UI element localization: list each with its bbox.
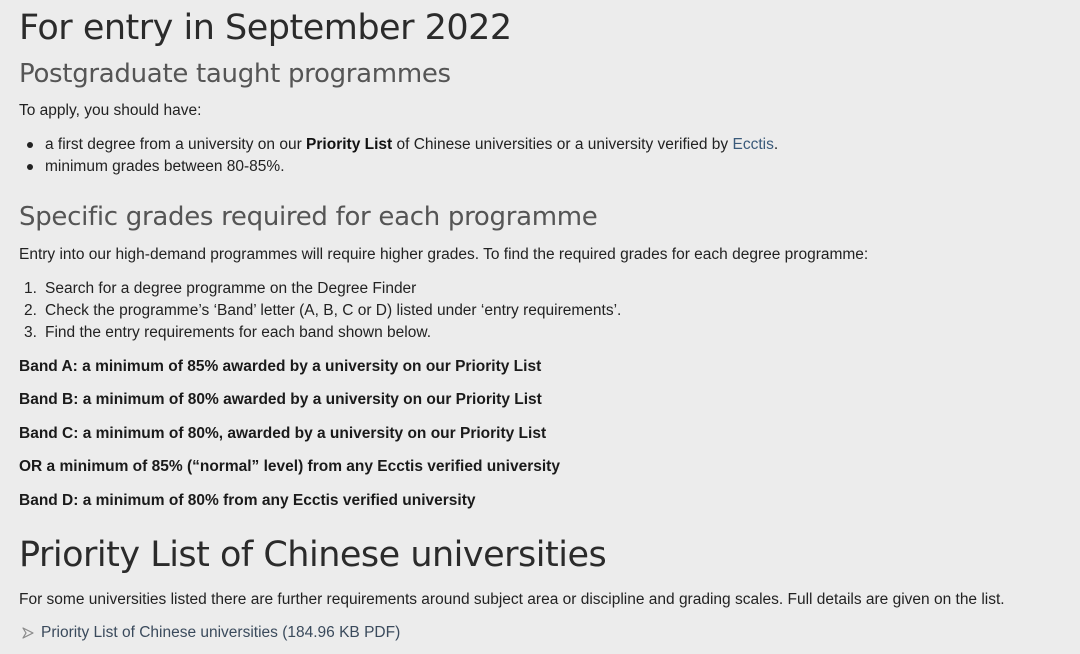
grades-title: Specific grades required for each programme [19, 202, 598, 232]
step-number: 2. [24, 302, 37, 319]
arrow-link-icon [21, 626, 35, 640]
band-c-requirement: Band C: a minimum of 80%, awarded by a university on our Priority List [19, 425, 547, 442]
requirement-text-2: minimum grades between 80-85%. [45, 158, 285, 175]
requirement-item-1 [19, 135, 1019, 155]
priority-list-description: For some universities listed there are further requirements around subject area or discipline and grading scales. Full details are given on the list. [19, 591, 1005, 608]
section-title: For entry in September 2022 [19, 8, 512, 48]
band-d-requirement: Band D: a minimum of 80% from any Ecctis verified university [19, 492, 476, 509]
requirement-text-1 [45, 135, 778, 155]
subsection-title: Postgraduate taught programmes [19, 59, 451, 89]
step-text: Find the entry requirements for each band shown below. [45, 324, 432, 341]
step-number: 1. [24, 280, 37, 297]
band-c-alternative: OR a minimum of 85% (“normal” level) from any Ecctis verified university [19, 458, 560, 475]
priority-list-bold: Priority List [306, 136, 393, 153]
requirement-suffix: . [773, 136, 779, 153]
ecctis-link[interactable]: Ecctis [732, 136, 774, 153]
step-text: Search for a degree programme on the Degree Finder [45, 280, 417, 297]
pdf-link-label[interactable]: Priority List of Chinese universities (184.96 KB PDF) [41, 624, 401, 641]
step-item [19, 279, 1019, 299]
grades-intro: Entry into our high-demand programmes will require higher grades. To find the required grades for each degree programme: [19, 246, 869, 263]
bullet-dot-icon [27, 142, 33, 148]
bullet-dot-icon [27, 164, 33, 170]
requirement-middle: of Chinese universities or a university verified by [392, 136, 733, 153]
step-item [19, 323, 1019, 343]
step-text: Check the programme’s ‘Band’ letter (A, B, C or D) listed under ‘entry requirements’. [45, 302, 622, 319]
band-a-requirement: Band A: a minimum of 85% awarded by a university on our Priority List [19, 358, 542, 375]
requirement-item-2 [19, 157, 1019, 177]
step-item [19, 301, 1019, 321]
band-b-requirement: Band B: a minimum of 80% awarded by a university on our Priority List [19, 391, 542, 408]
requirement-prefix: a first degree from a university on our [45, 136, 307, 153]
step-number: 3. [24, 324, 37, 341]
priority-list-pdf-link[interactable] [19, 623, 439, 643]
priority-list-title: Priority List of Chinese universities [19, 535, 607, 575]
apply-intro: To apply, you should have: [19, 102, 202, 119]
